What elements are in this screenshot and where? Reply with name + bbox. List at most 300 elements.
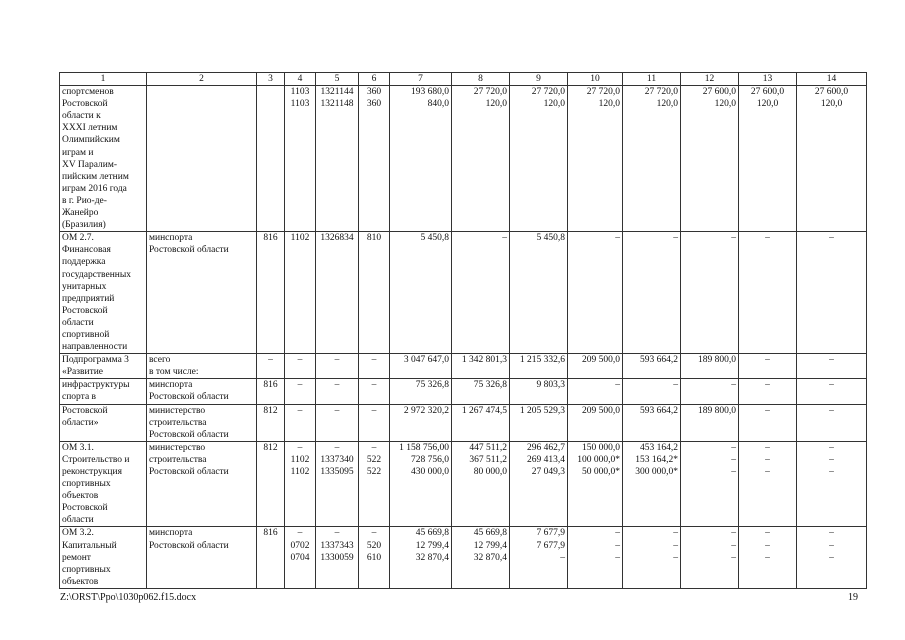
table-cell-c3 <box>257 354 285 379</box>
cell-line: 27 720,0 <box>473 87 507 98</box>
cell-line: 32 870,4 <box>415 552 449 563</box>
cell-line: – <box>731 380 736 391</box>
table-row <box>60 441 867 527</box>
table-cell-c9 <box>510 379 568 404</box>
cell-line: минспорта <box>149 233 193 244</box>
cell-line: 447 511,2 <box>469 442 507 453</box>
cell-line: – <box>829 233 834 244</box>
table-cell-c8 <box>452 379 510 404</box>
table-cell-c10 <box>568 379 623 404</box>
table-row <box>60 527 867 588</box>
cell-line: ремонт <box>62 552 91 563</box>
cell-line: 100 000,0* <box>577 454 620 465</box>
table-cell-c3 <box>257 404 285 441</box>
cell-line: – <box>765 528 770 539</box>
cell-line: 1 205 529,3 <box>519 405 565 416</box>
table-cell-c13 <box>739 86 797 232</box>
table-cell-c2 <box>147 354 257 379</box>
cell-line: 27 600,0 <box>814 87 849 98</box>
cell-line: 27 600,0 <box>702 87 736 98</box>
table-cell-c1 <box>60 232 147 354</box>
cell-line: 27 720,0 <box>644 87 678 98</box>
cell-line: – <box>829 355 834 366</box>
cell-line: спорта в <box>62 392 97 403</box>
cell-line: – <box>615 552 620 563</box>
cell-line: – <box>765 442 770 453</box>
table-row <box>60 404 867 441</box>
cell-line: 610 <box>366 552 382 563</box>
cell-line: играм и <box>62 147 94 158</box>
cell-line: 75 326,8 <box>415 380 449 391</box>
table-cell-c9 <box>510 527 568 588</box>
cell-line: – <box>765 233 770 244</box>
cell-line: 1103 <box>290 87 310 98</box>
cell-line: – <box>297 405 303 416</box>
table-cell-c8 <box>452 441 510 527</box>
cell-line: Ростовской области <box>149 540 229 551</box>
cell-line: 7 677,9 <box>536 528 565 539</box>
table-cell-c12 <box>681 354 739 379</box>
cell-line: 120,0 <box>598 99 620 110</box>
cell-line: – <box>829 454 834 465</box>
cell-line: 1321144 <box>320 87 354 98</box>
cell-line: 1102 <box>290 454 310 465</box>
table-cell-c11 <box>623 441 681 527</box>
table-cell-c14 <box>797 354 867 379</box>
table-cell-c5 <box>316 527 359 588</box>
table-cell-c4 <box>285 441 316 527</box>
cell-line: 453 164,2 <box>640 442 678 453</box>
cell-line: – <box>371 405 377 416</box>
cell-line: области к <box>62 111 101 122</box>
cell-line: 45 669,8 <box>415 528 449 539</box>
table-cell-c11 <box>623 379 681 404</box>
cell-line: – <box>371 355 377 366</box>
table-cell-c6 <box>359 441 390 527</box>
cell-line: 840,0 <box>427 99 449 110</box>
table-cell-c1 <box>60 86 147 232</box>
table-cell-c11 <box>623 86 681 232</box>
table-cell-c1 <box>60 354 147 379</box>
table-cell-c1 <box>60 404 147 441</box>
cell-line: 1 158 756,00 <box>399 442 449 453</box>
cell-line: 209 500,0 <box>582 405 620 416</box>
cell-line: – <box>765 355 770 366</box>
table-cell-c14 <box>797 527 867 588</box>
cell-line: 120,0 <box>820 99 843 110</box>
cell-line: 1337343 <box>320 540 354 551</box>
cell-line: 150 000,0 <box>582 442 620 453</box>
table-cell-c14 <box>797 441 867 527</box>
cell-line: – <box>371 380 377 391</box>
table-cell-c5 <box>316 86 359 232</box>
cell-line: – <box>731 552 736 563</box>
cell-line: 75 326,8 <box>473 380 507 391</box>
cell-line: Ростовской области <box>149 429 229 440</box>
table-cell-c8 <box>452 527 510 588</box>
table-cell-c7 <box>390 354 452 379</box>
cell-line: 27 720,0 <box>531 87 565 98</box>
cell-line: – <box>334 355 340 366</box>
cell-line: – <box>829 405 834 416</box>
cell-line: 360 <box>366 99 382 110</box>
page-number: 19 <box>848 592 858 603</box>
cell-line: 27 049,3 <box>531 467 565 477</box>
table-cell-c13 <box>739 441 797 527</box>
cell-line: – <box>615 528 620 539</box>
cell-line: Финансовая <box>62 245 111 256</box>
cell-line: 430 000,0 <box>411 467 449 477</box>
table-cell-c2 <box>147 527 257 588</box>
table-cell-c13 <box>739 527 797 588</box>
table-cell-c10 <box>568 527 623 588</box>
table-cell-c12 <box>681 86 739 232</box>
cell-line: министерство <box>149 405 206 416</box>
cell-line: 1321148 <box>320 99 354 110</box>
table-cell-c6 <box>359 354 390 379</box>
cell-line: – <box>731 233 736 244</box>
table-cell-c10 <box>568 441 623 527</box>
table-cell-c4 <box>285 404 316 441</box>
cell-line: – <box>334 528 340 539</box>
table-cell-c7 <box>390 527 452 588</box>
table-row <box>60 379 867 404</box>
cell-line: 1 342 801,3 <box>461 355 507 366</box>
cell-line: в г. Рио-де- <box>62 195 107 206</box>
table-cell-c10 <box>568 354 623 379</box>
cell-line: – <box>731 442 736 453</box>
cell-line: ОМ 3.1. <box>62 442 94 453</box>
cell-line: 367 511,2 <box>469 454 507 465</box>
cell-line: – <box>673 233 678 244</box>
cell-line: – <box>829 552 834 563</box>
table-cell-c2 <box>147 441 257 527</box>
table-body <box>60 86 867 589</box>
header-cell: 11 <box>623 73 681 86</box>
cell-line: – <box>829 540 834 551</box>
cell-line: области <box>62 317 94 328</box>
cell-line: строительства <box>149 417 207 428</box>
cell-line: области» <box>62 417 99 428</box>
table-cell-c9 <box>510 404 568 441</box>
table-row <box>60 86 867 232</box>
header-row <box>60 73 867 86</box>
cell-line: Жанейро <box>62 208 99 219</box>
cell-line: 593 664,2 <box>640 355 678 366</box>
cell-line: 120,0 <box>714 99 736 110</box>
cell-line: – <box>765 540 770 551</box>
cell-line: направленности <box>62 342 128 353</box>
header-cell: 13 <box>739 73 797 86</box>
cell-line: – <box>765 380 770 391</box>
cell-line: Подпрограмма 3 <box>62 355 129 366</box>
cell-line: – <box>297 355 303 366</box>
cell-line: области <box>62 515 94 526</box>
table-row <box>60 232 867 354</box>
cell-line: объектов <box>62 576 99 587</box>
cell-line: – <box>297 380 303 391</box>
cell-line: – <box>502 233 507 244</box>
cell-line: пийским летним <box>62 171 129 182</box>
cell-line: – <box>673 528 678 539</box>
cell-line: 269 413,4 <box>527 454 565 465</box>
table-cell-c11 <box>623 527 681 588</box>
table-cell-c10 <box>568 232 623 354</box>
table-cell-c3 <box>257 527 285 588</box>
table-cell-c8 <box>452 86 510 232</box>
table-cell-c14 <box>797 379 867 404</box>
cell-line: – <box>829 442 834 453</box>
cell-line: реконструкция <box>62 467 122 477</box>
budget-table <box>59 72 867 589</box>
cell-line: 816 <box>263 528 278 539</box>
cell-line: 1103 <box>290 99 310 110</box>
cell-line: Ростовской области <box>149 245 229 256</box>
header-cell: 10 <box>568 73 623 86</box>
cell-line: – <box>765 454 770 465</box>
table-cell-c7 <box>390 86 452 232</box>
cell-line: 2 972 320,2 <box>403 405 449 416</box>
cell-line: 120,0 <box>485 99 507 110</box>
cell-line: 360 <box>366 87 382 98</box>
table-cell-c8 <box>452 354 510 379</box>
cell-line: спортсменов <box>62 87 114 98</box>
cell-line: 45 669,8 <box>473 528 507 539</box>
cell-line: 120,0 <box>656 99 678 110</box>
cell-line: – <box>673 540 678 551</box>
cell-line: 812 <box>263 442 278 453</box>
cell-line: унитарных <box>62 281 107 292</box>
cell-line: Капитальный <box>62 540 117 551</box>
cell-line: 7 677,9 <box>536 540 565 551</box>
table-cell-c3 <box>257 232 285 354</box>
cell-line: – <box>765 467 770 477</box>
table-cell-c13 <box>739 404 797 441</box>
table-cell-c5 <box>316 232 359 354</box>
cell-line: Ростовской <box>62 99 108 110</box>
table-cell-c6 <box>359 379 390 404</box>
cell-line: 12 799,4 <box>473 540 507 551</box>
cell-line: 1335095 <box>320 467 354 477</box>
cell-line: – <box>731 467 736 477</box>
cell-line: – <box>560 552 565 563</box>
table-cell-c3 <box>257 86 285 232</box>
cell-line: минспорта <box>149 528 193 539</box>
table-cell-c7 <box>390 404 452 441</box>
cell-line: – <box>673 380 678 391</box>
table-cell-c6 <box>359 232 390 354</box>
cell-line: 300 000,0* <box>635 467 678 477</box>
header-cell: 5 <box>316 73 359 86</box>
cell-line: 153 164,2* <box>635 454 678 465</box>
table-cell-c6 <box>359 86 390 232</box>
cell-line: ОМ 2.7. <box>62 233 94 244</box>
table-cell-c2 <box>147 379 257 404</box>
cell-line: ОМ 3.2. <box>62 528 94 539</box>
cell-line: – <box>615 540 620 551</box>
cell-line: 189 800,0 <box>698 355 736 366</box>
cell-line: – <box>615 380 620 391</box>
cell-line: 9 803,3 <box>536 380 565 391</box>
table-cell-c5 <box>316 379 359 404</box>
cell-line: 80 000,0 <box>473 467 507 477</box>
table-cell-c6 <box>359 527 390 588</box>
table-cell-c4 <box>285 354 316 379</box>
cell-line: 812 <box>263 405 278 416</box>
header-cell: 3 <box>257 73 285 86</box>
cell-line: 120,0 <box>543 99 565 110</box>
table-cell-c6 <box>359 404 390 441</box>
cell-line: предприятий <box>62 293 115 304</box>
cell-line: 32 870,4 <box>473 552 507 563</box>
header-cell: 4 <box>285 73 316 86</box>
cell-line: государственных <box>62 269 132 280</box>
header-cell: 14 <box>797 73 867 86</box>
cell-line: – <box>334 380 340 391</box>
table-cell-c2 <box>147 232 257 354</box>
cell-line: – <box>334 442 340 453</box>
cell-line: минспорта <box>149 380 193 391</box>
table-cell-c12 <box>681 527 739 588</box>
cell-line: – <box>765 552 770 563</box>
table-cell-c5 <box>316 404 359 441</box>
table-cell-c4 <box>285 86 316 232</box>
cell-line: – <box>731 454 736 465</box>
table-cell-c9 <box>510 441 568 527</box>
cell-line: 816 <box>263 380 278 391</box>
cell-line: XXXI летним <box>62 123 118 134</box>
cell-line: – <box>765 405 770 416</box>
cell-line: – <box>731 540 736 551</box>
cell-line: Ростовской области <box>149 392 229 403</box>
table-cell-c10 <box>568 404 623 441</box>
table-cell-c5 <box>316 354 359 379</box>
cell-line: 5 450,8 <box>420 233 449 244</box>
cell-line: – <box>731 528 736 539</box>
table-cell-c4 <box>285 379 316 404</box>
cell-line: XV Паралим- <box>62 159 118 170</box>
cell-line: 522 <box>366 454 382 465</box>
cell-line: – <box>829 380 834 391</box>
cell-line: 3 047 647,0 <box>403 355 449 366</box>
cell-line: 728 756,0 <box>411 454 449 465</box>
table-cell-c14 <box>797 232 867 354</box>
table-cell-c10 <box>568 86 623 232</box>
cell-line: спортивных <box>62 479 111 490</box>
table-cell-c7 <box>390 441 452 527</box>
header-cell: 8 <box>452 73 510 86</box>
cell-line: 50 000,0* <box>582 467 620 477</box>
cell-line: 27 600,0 <box>750 87 785 98</box>
table-cell-c12 <box>681 404 739 441</box>
table-cell-c1 <box>60 379 147 404</box>
table-cell-c4 <box>285 527 316 588</box>
cell-line: – <box>615 233 620 244</box>
cell-line: в том числе: <box>149 367 199 378</box>
cell-line: «Развитие <box>62 367 104 378</box>
cell-line: 1330059 <box>320 552 354 563</box>
cell-line: 209 500,0 <box>582 355 620 366</box>
header-cell: 2 <box>147 73 257 86</box>
cell-line: Ростовской <box>62 405 108 416</box>
header-cell: 6 <box>359 73 390 86</box>
cell-line: 810 <box>366 233 382 244</box>
cell-line: играм 2016 года <box>62 183 127 194</box>
cell-line: – <box>371 442 377 453</box>
table-cell-c13 <box>739 379 797 404</box>
cell-line: – <box>297 442 303 453</box>
cell-line: – <box>371 528 377 539</box>
table-cell-c9 <box>510 232 568 354</box>
cell-line: 1102 <box>290 467 310 477</box>
table-cell-c2 <box>147 86 257 232</box>
cell-line: – <box>334 405 340 416</box>
cell-line: всего <box>149 355 171 366</box>
cell-line: 520 <box>366 540 382 551</box>
cell-line: спортивных <box>62 564 111 575</box>
cell-line: 1337340 <box>320 454 354 465</box>
table-cell-c14 <box>797 86 867 232</box>
header-cell: 7 <box>390 73 452 86</box>
cell-line: Ростовской <box>62 503 108 514</box>
cell-line: – <box>673 552 678 563</box>
cell-line: – <box>829 467 834 477</box>
header-cell: 12 <box>681 73 739 86</box>
cell-line: – <box>829 528 834 539</box>
cell-line: 816 <box>263 233 278 244</box>
cell-line: Строительство и <box>62 454 130 465</box>
table-cell-c1 <box>60 441 147 527</box>
cell-line: 522 <box>366 467 382 477</box>
cell-line: инфраструктуры <box>62 380 130 391</box>
cell-line: Ростовской <box>62 305 108 316</box>
table-cell-c4 <box>285 232 316 354</box>
table-cell-c12 <box>681 379 739 404</box>
table-cell-c2 <box>147 404 257 441</box>
cell-line: министерство <box>149 442 206 453</box>
cell-line: 593 664,2 <box>640 405 678 416</box>
table-cell-c7 <box>390 232 452 354</box>
cell-line: 27 720,0 <box>586 87 620 98</box>
cell-line: поддержка <box>62 257 106 268</box>
cell-line: 1102 <box>290 233 310 244</box>
cell-line: (Бразилия) <box>62 220 106 231</box>
table-cell-c11 <box>623 354 681 379</box>
table-cell-c11 <box>623 404 681 441</box>
cell-line: Ростовской области <box>149 467 229 477</box>
header-cell: 9 <box>510 73 568 86</box>
cell-line: 296 462,7 <box>527 442 565 453</box>
cell-line: спортивной <box>62 329 110 340</box>
cell-line: 0702 <box>290 540 310 551</box>
table-cell-c13 <box>739 232 797 354</box>
table-cell-c11 <box>623 232 681 354</box>
cell-line: 189 800,0 <box>698 405 736 416</box>
cell-line: 120,0 <box>756 99 779 110</box>
footer-file-path: Z:\ORST\Ppo\1030p062.f15.docx <box>60 592 197 603</box>
cell-line: 1 267 474,5 <box>461 405 507 416</box>
table-cell-c14 <box>797 404 867 441</box>
cell-line: 1 215 332,6 <box>519 355 565 366</box>
cell-line: строительства <box>149 454 207 465</box>
cell-line: объектов <box>62 491 99 502</box>
table-cell-c1 <box>60 527 147 588</box>
table-cell-c7 <box>390 379 452 404</box>
table-cell-c12 <box>681 232 739 354</box>
table-cell-c12 <box>681 441 739 527</box>
table-cell-c8 <box>452 232 510 354</box>
cell-line: 193 680,0 <box>411 87 449 98</box>
